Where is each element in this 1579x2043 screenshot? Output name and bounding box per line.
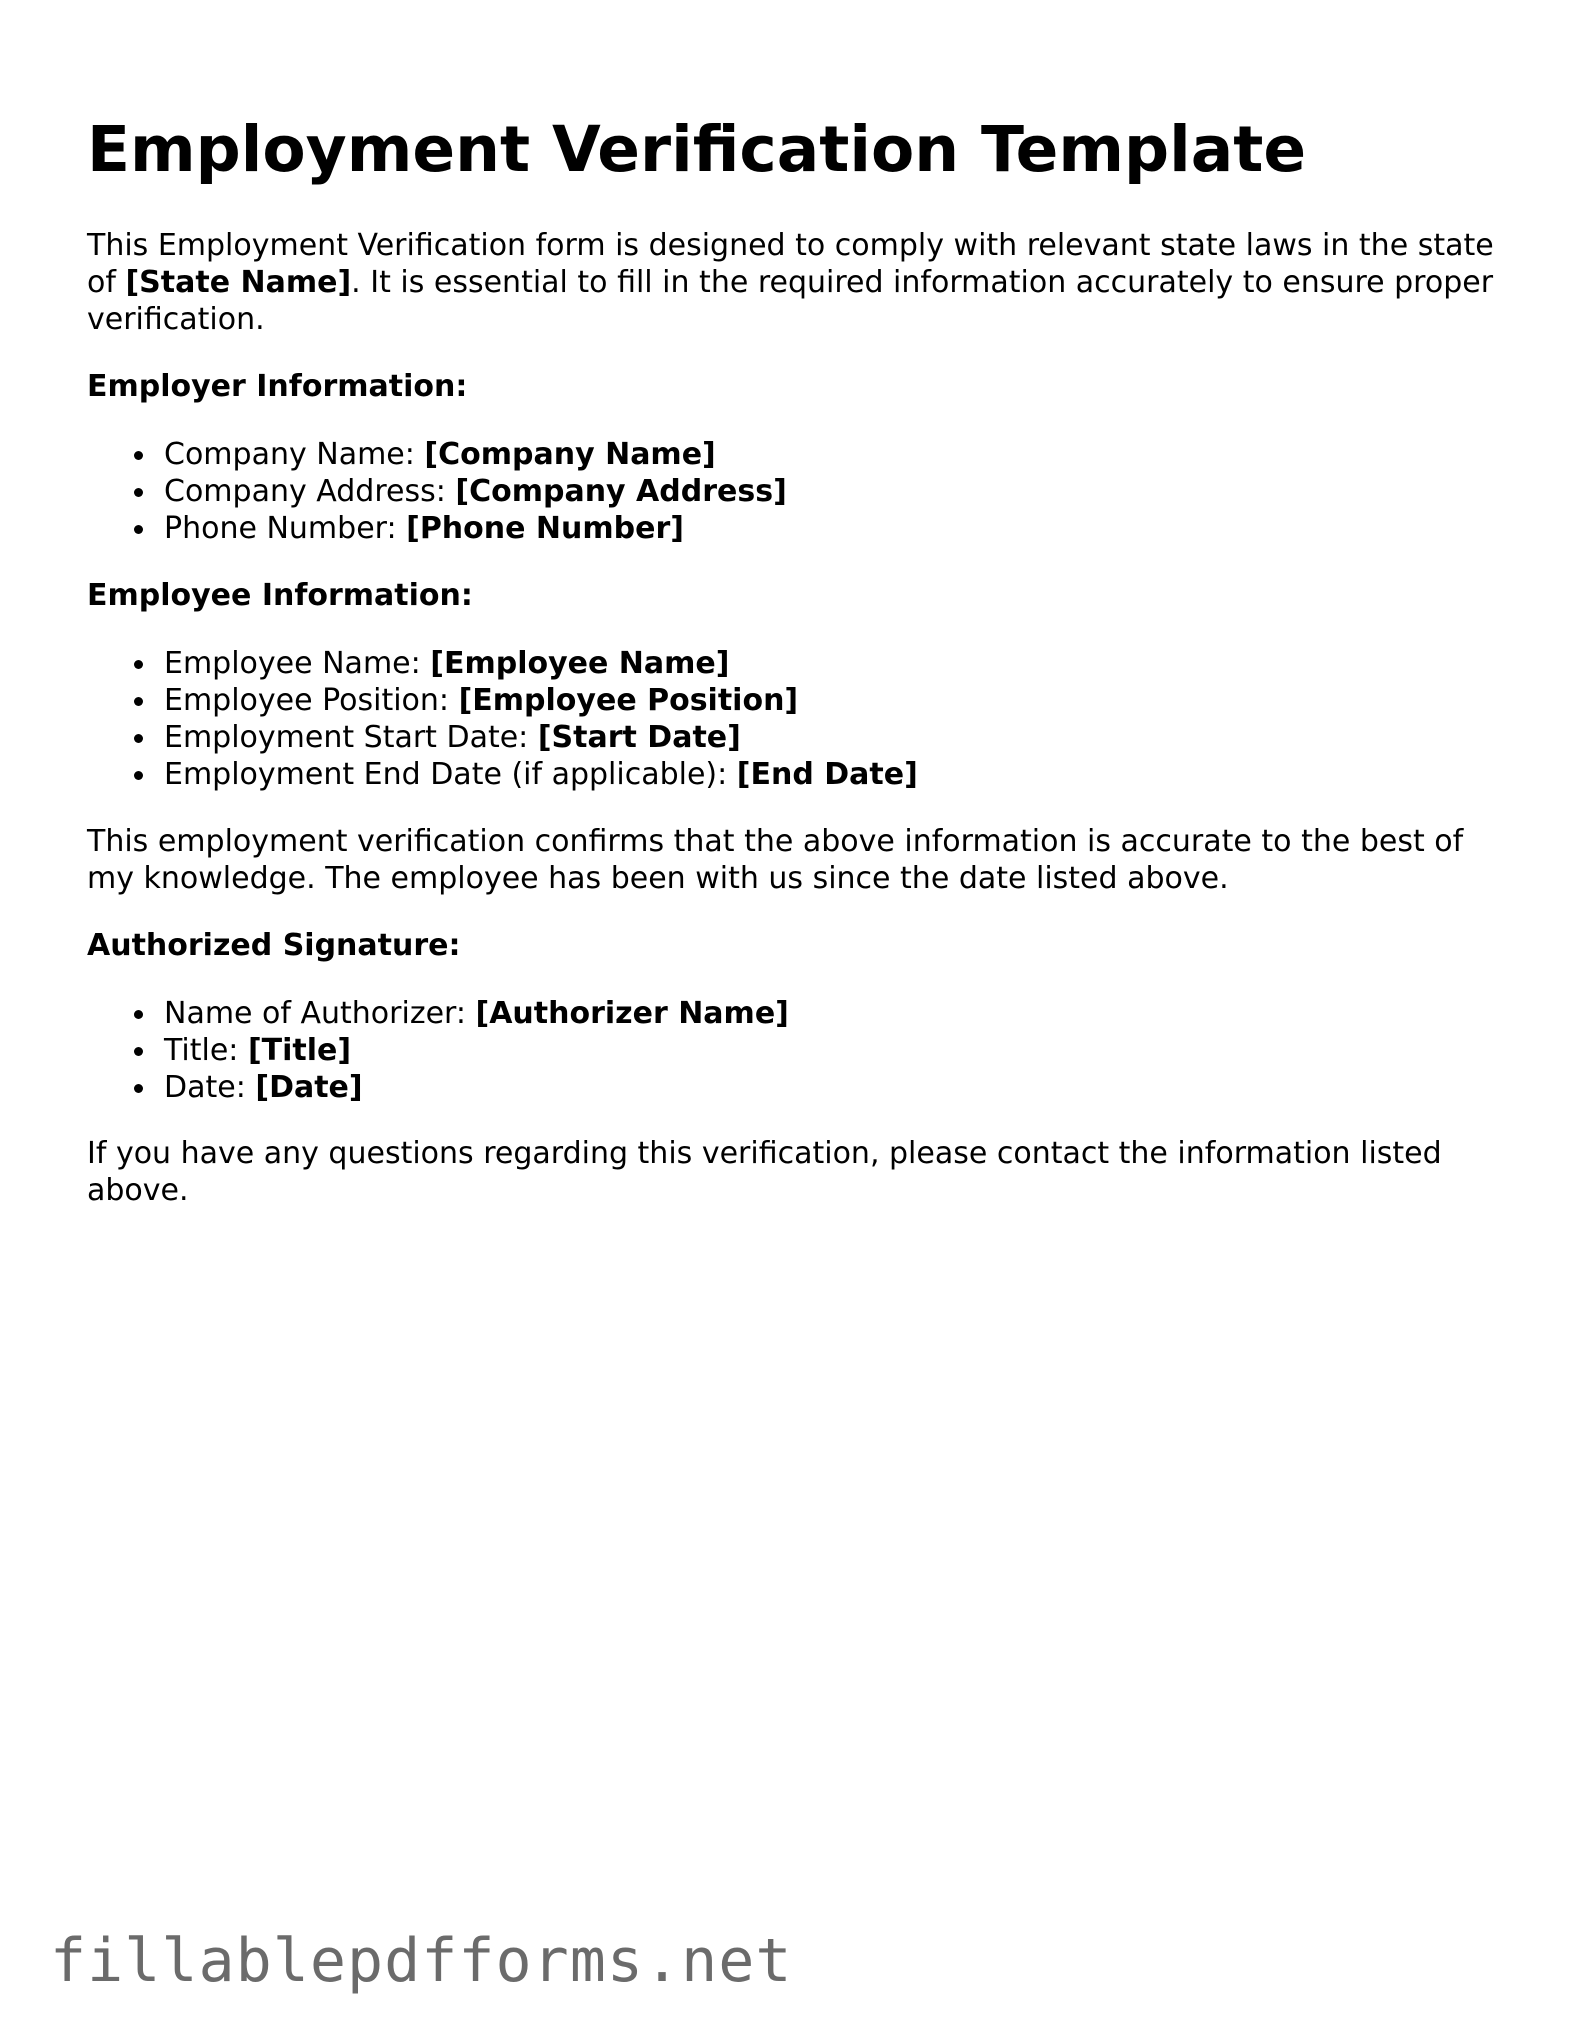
bullet-icon	[134, 1047, 143, 1056]
signature-list	[87, 995, 789, 1106]
list-item-company-address	[87, 473, 787, 510]
field-label: Company Name:	[164, 437, 425, 472]
intro-text-after: . It is essential to fill in the required information accurately to ensure proper verification.	[87, 265, 1494, 337]
bullet-icon	[134, 734, 143, 743]
intro-paragraph	[87, 227, 1507, 338]
field-label: Title:	[164, 1033, 248, 1068]
watermark-text: fillablepdfforms.net	[50, 1926, 793, 1996]
signature-heading: Authorized Signature:	[87, 928, 461, 963]
bullet-icon	[134, 1084, 143, 1093]
field-placeholder: [End Date]	[736, 757, 918, 792]
bullet-icon	[134, 697, 143, 706]
field-placeholder: [Company Name]	[424, 437, 716, 472]
list-item-authorizer-name	[87, 995, 789, 1032]
state-name-placeholder: [State Name]	[125, 265, 352, 300]
employer-heading: Employer Information:	[87, 369, 468, 404]
employee-heading: Employee Information:	[87, 578, 473, 613]
bullet-icon	[134, 451, 143, 460]
field-placeholder: [Company Address]	[455, 474, 787, 509]
list-item-employee-position	[87, 682, 918, 719]
field-placeholder: [Authorizer Name]	[475, 996, 789, 1031]
document-title: Employment Verification Template	[87, 113, 1307, 186]
field-label: Employment Start Date:	[164, 720, 538, 755]
bullet-icon	[134, 660, 143, 669]
bullet-icon	[134, 525, 143, 534]
field-label: Company Address:	[164, 474, 456, 509]
field-placeholder: [Start Date]	[537, 720, 741, 755]
field-label: Employee Name:	[164, 646, 431, 681]
bullet-icon	[134, 1010, 143, 1019]
field-label: Date:	[164, 1070, 256, 1105]
list-item-employee-name	[87, 645, 918, 682]
field-placeholder: [Title]	[247, 1033, 352, 1068]
list-item-date	[87, 1069, 789, 1106]
field-placeholder: [Phone Number]	[406, 511, 684, 546]
field-label: Name of Authorizer:	[164, 996, 476, 1031]
list-item-end-date	[87, 756, 918, 793]
employer-list	[87, 436, 787, 547]
field-label: Employment End Date (if applicable):	[164, 757, 737, 792]
bullet-icon	[134, 488, 143, 497]
employee-list	[87, 645, 918, 793]
field-placeholder: [Employee Name]	[430, 646, 730, 681]
field-label: Employee Position:	[164, 683, 459, 718]
field-placeholder: [Date]	[255, 1070, 363, 1105]
list-item-phone-number	[87, 510, 787, 547]
intro-text-before: This Employment Verification form is designed to comply with relevant state laws in the state of	[87, 228, 1494, 300]
field-label: Phone Number:	[164, 511, 407, 546]
bullet-icon	[134, 771, 143, 780]
field-placeholder: [Employee Position]	[458, 683, 799, 718]
list-item-start-date	[87, 719, 918, 756]
list-item-company-name	[87, 436, 787, 473]
list-item-title	[87, 1032, 789, 1069]
closing-paragraph: If you have any questions regarding this verification, please contact the information listed above.	[87, 1136, 1442, 1208]
confirmation-paragraph: This employment verification confirms that the above information is accurate to the best of my knowledge. The employee has been with us since the date listed above.	[87, 824, 1464, 896]
